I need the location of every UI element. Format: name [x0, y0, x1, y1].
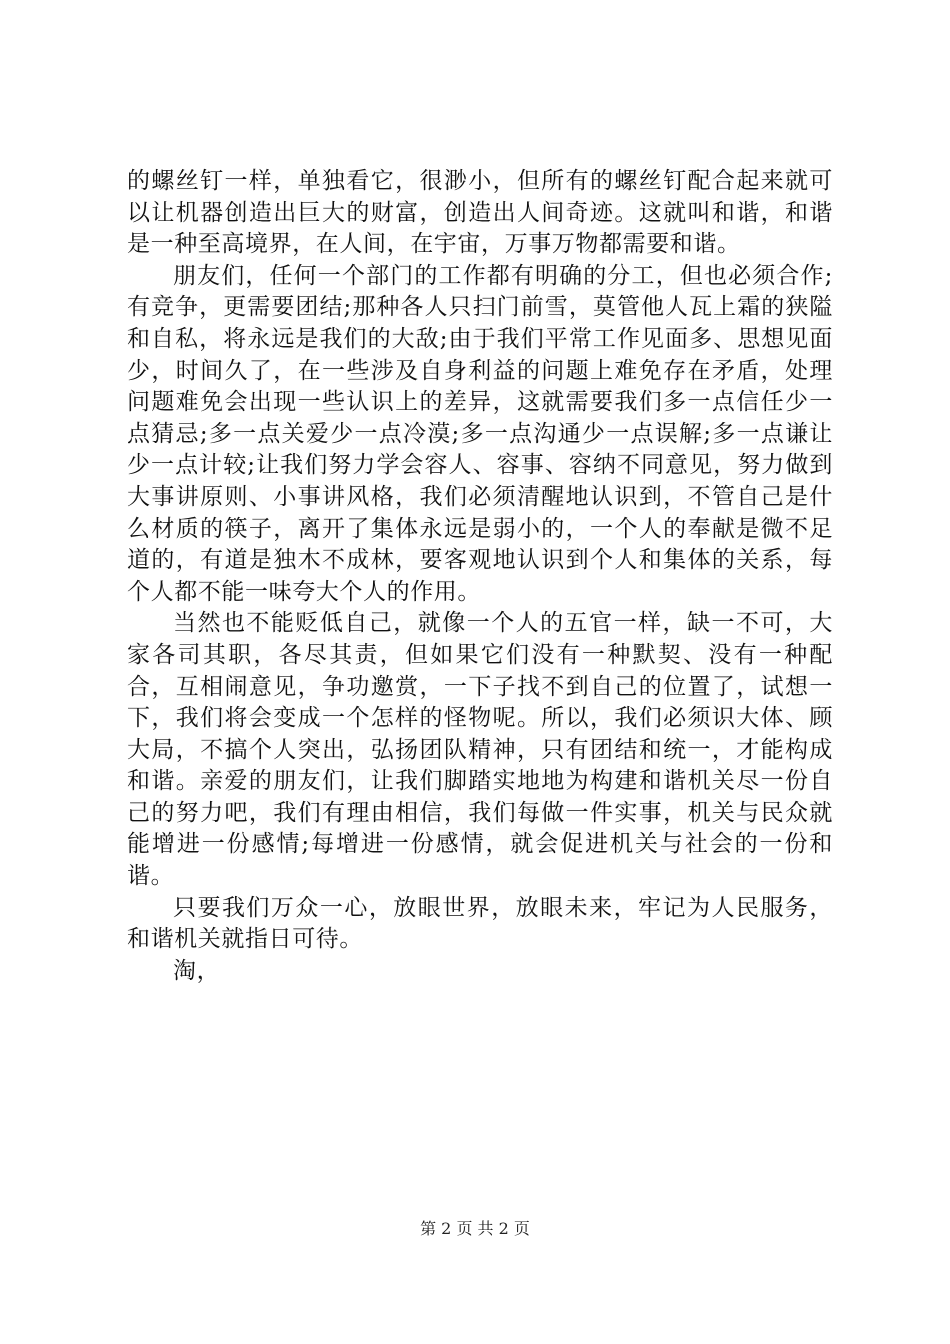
paragraph-closing-fragment: 淘， — [173, 957, 221, 984]
paragraph-continuation: 的螺丝钉一样，单独看它，很渺小，但所有的螺丝钉配合起来就可以让机器创造出巨大的财富，创造出人间奇迹。这就叫和谐，和谐是一种至高境界，在人间，在宇宙，万事万物都需要和谐。 — [127, 168, 833, 258]
document-body — [127, 166, 833, 987]
paragraph-united-effort: 只要我们万众一心，放眼世界，放眼未来，牢记为人民服务，和谐机关就指日可待。 — [127, 894, 833, 953]
paragraph-five-senses: 当然也不能贬低自己，就像一个人的五官一样，缺一不可，大家各司其职，各尽其责，但如果它们没有一种默契、没有一种配合，互相闹意见，争功邀赏，一下子找不到自己的位置了，试想一下，我们将会变成一个怎样的怪物呢。所以，我们必须识大体、顾大局，不搞个人突出，弘扬团队精神，只有团结和统一，才能构成和谐。亲爱的朋友们，让我们脚踏实地地为构建和谐机关尽一份自己的努力吧，我们有理由相信，我们每做一件实事，机关与民众就能增进一份感情;每增进一份感情，就会促进机关与社会的一份和谐。 — [127, 610, 833, 890]
page-number-footer: 第 2 页 共 2 页 — [420, 1219, 530, 1238]
paragraph-friends-cooperation: 朋友们，任何一个部门的工作都有明确的分工，但也必须合作;有竞争，更需要团结;那种各人只扫门前雪，莫管他人瓦上霜的狭隘和自私，将永远是我们的大敌;由于我们平常工作见面多、思想见面少，时间久了，在一些涉及自身利益的问题上难免存在矛盾，处理问题难免会出现一些认识上的差异，这就需要我们多一点信任少一点猜忌;多一点关爱少一点冷漠;多一点沟通少一点误解;多一点谦让少一点计较;让我们努力学会容人、容事、容纳不同意见，努力做到大事讲原则、小事讲风格，我们必须清醒地认识到，不管自己是什么材质的筷子，离开了集体永远是弱小的，一个人的奉献是微不足道的，有道是独木不成林，要客观地认识到个人和集体的关系，每个人都不能一味夸大个人的作用。 — [127, 262, 833, 605]
